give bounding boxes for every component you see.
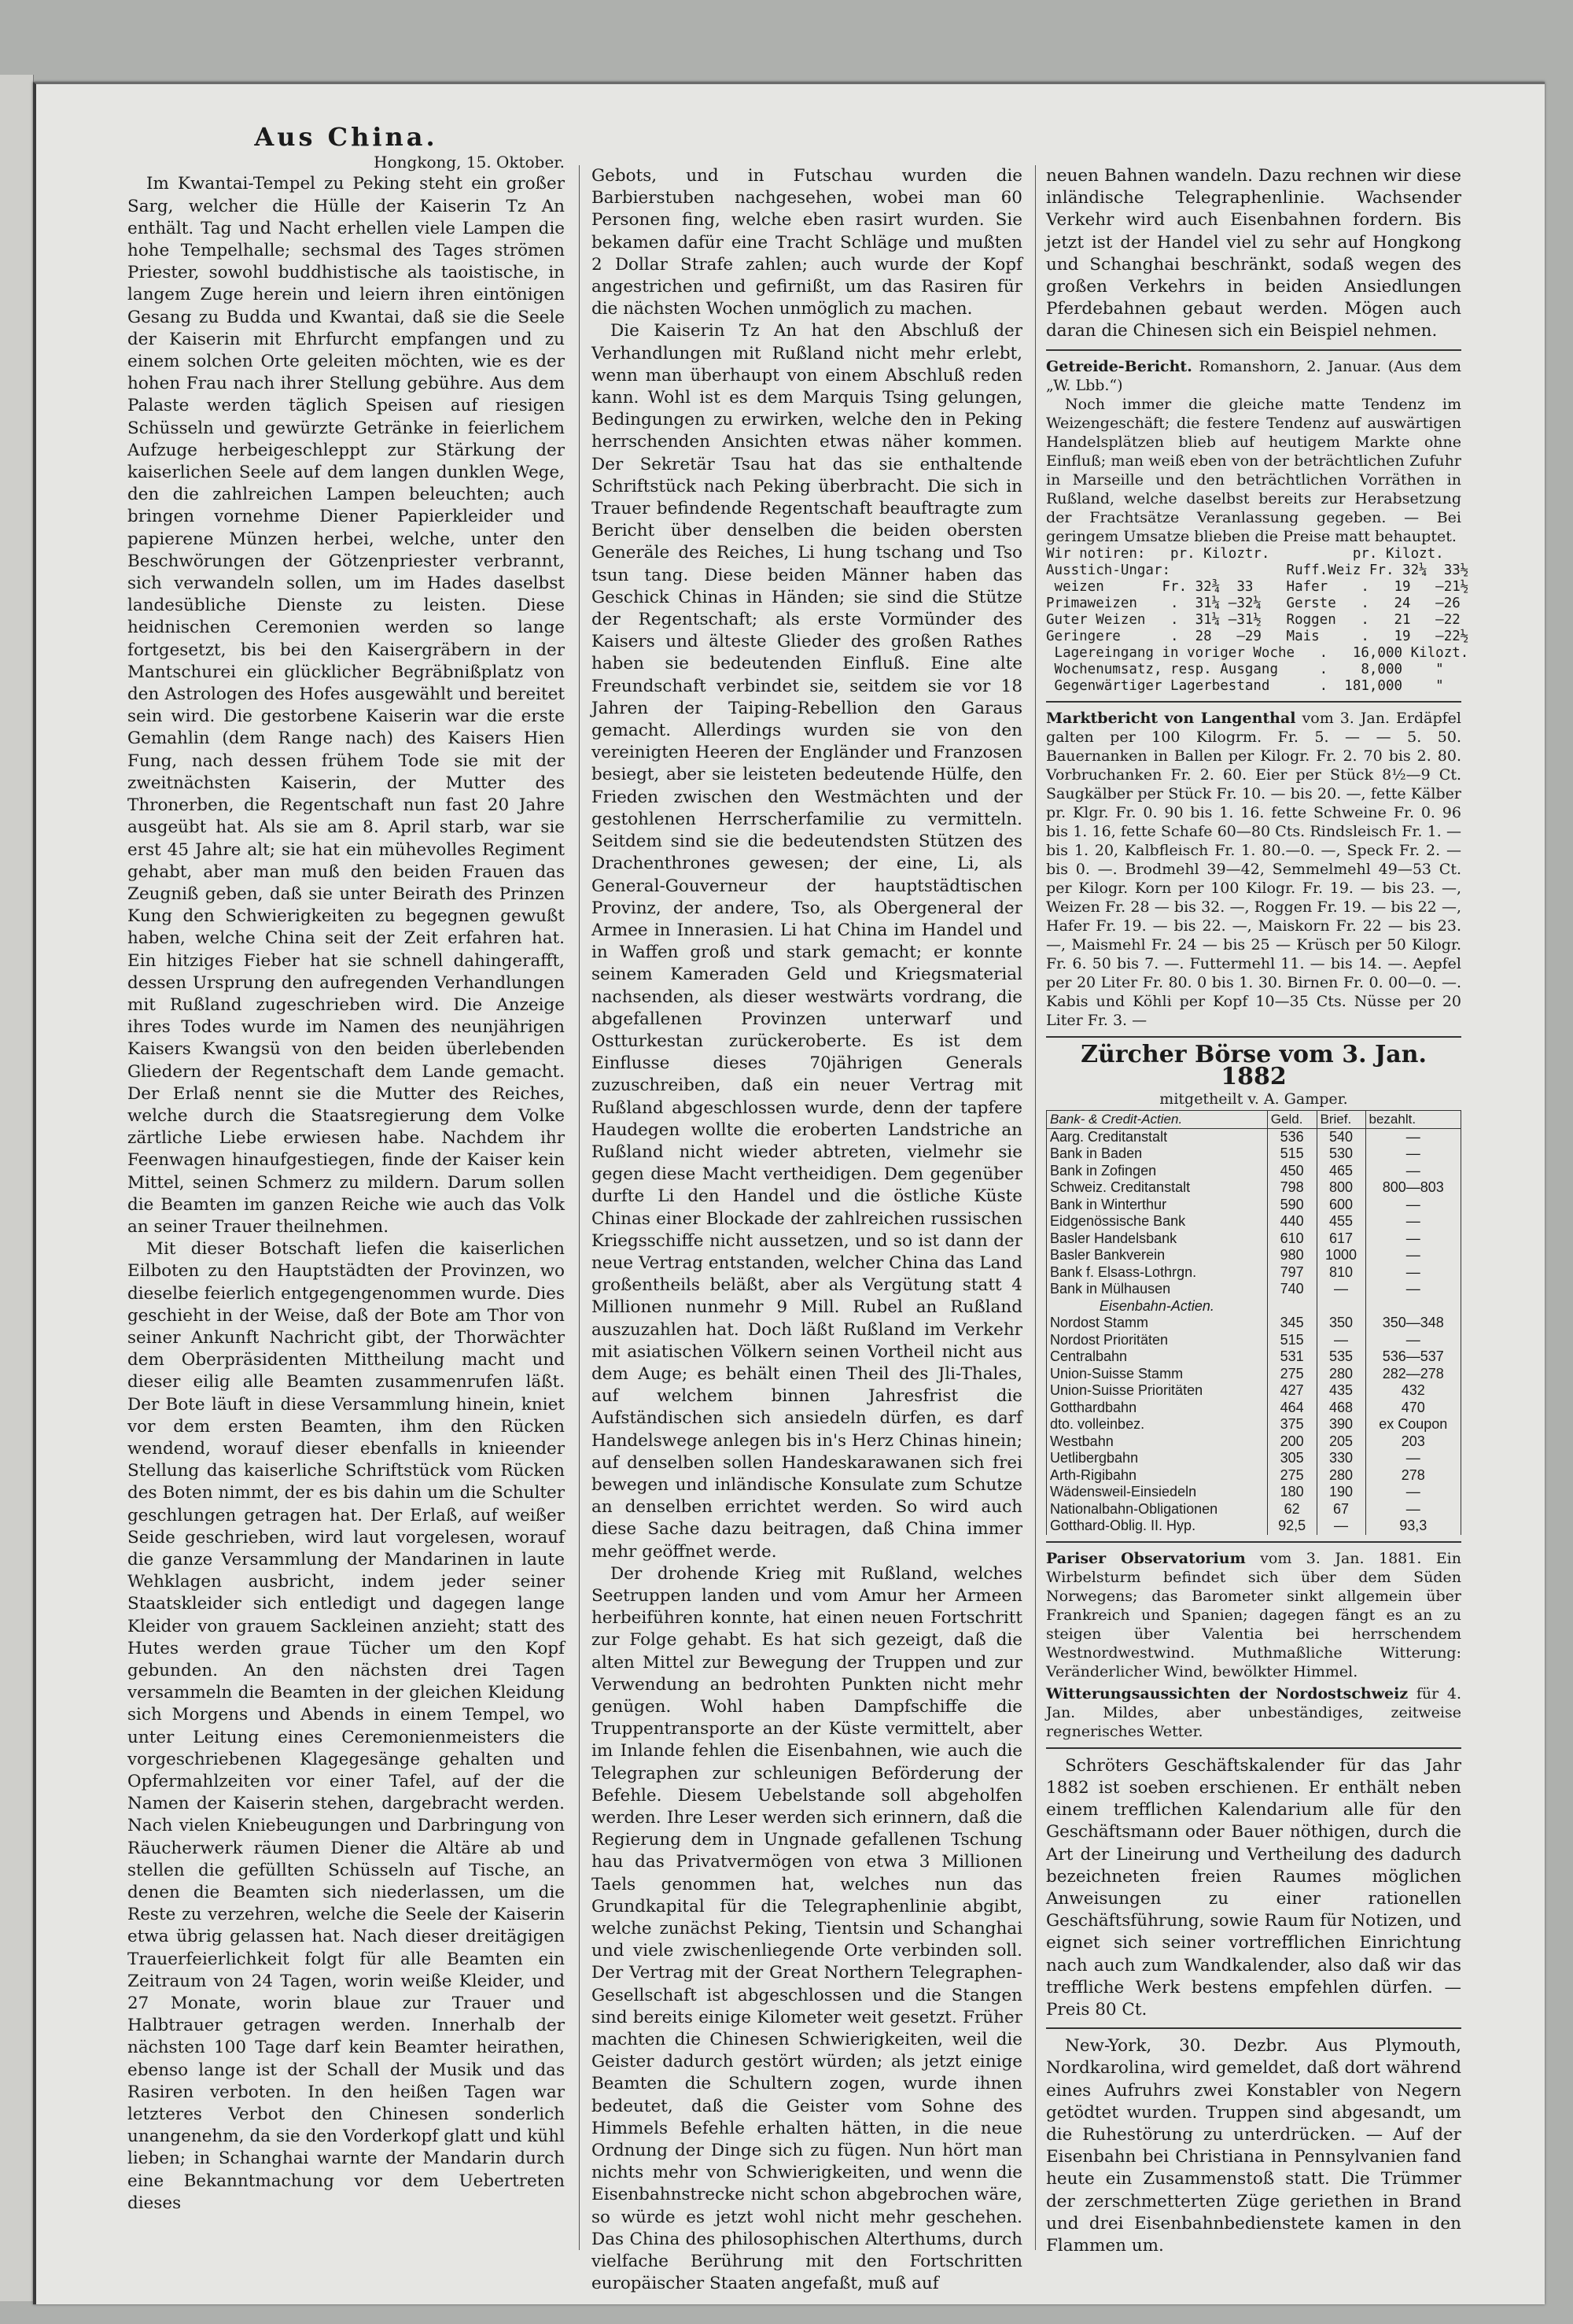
boerse-cell: — bbox=[1365, 1484, 1461, 1501]
boerse-cell: — bbox=[1365, 1128, 1461, 1145]
boerse-cell: 275 bbox=[1267, 1366, 1317, 1383]
boerse-cell: 92,5 bbox=[1267, 1518, 1317, 1535]
boerse-cell: 350—348 bbox=[1365, 1315, 1461, 1332]
boerse-cell bbox=[1365, 1298, 1461, 1315]
boerse-cell bbox=[1267, 1298, 1317, 1315]
boerse-cell: 282—278 bbox=[1365, 1366, 1461, 1383]
boerse-cell: ex Coupon bbox=[1365, 1416, 1461, 1433]
boerse-col-brief: Brief. bbox=[1317, 1111, 1365, 1129]
table-row bbox=[1047, 1416, 1461, 1433]
table-row bbox=[1047, 1518, 1461, 1535]
observatorium-text: vom 3. Jan. 1881. Ein Wirbelsturm befindet sich über dem Süden Norwegens; das Barometer sinkt allgemein über Frankreich und Spanien; dagegen fängt es an zu steigen über Valentia bei herrschendem Westnordwestwind. Muthmaßliche Witterung: Veränderlicher Wind, bewölkter Himmel. bbox=[1046, 1549, 1461, 1680]
table-row bbox=[1047, 1247, 1461, 1264]
column-rule-2 bbox=[1035, 165, 1036, 2250]
table-row bbox=[1047, 1467, 1461, 1485]
boerse-table-body bbox=[1047, 1128, 1461, 1535]
boerse-cell: 515 bbox=[1267, 1145, 1317, 1163]
table-row bbox=[1047, 1213, 1461, 1230]
divider bbox=[1046, 2027, 1461, 2029]
boerse-cell: 800—803 bbox=[1365, 1179, 1461, 1197]
boerse-security-name: Nordost Stamm bbox=[1047, 1315, 1268, 1332]
boerse-security-name: Bank in Winterthur bbox=[1047, 1197, 1268, 1214]
boerse-cell: — bbox=[1317, 1281, 1365, 1298]
boerse-cell: — bbox=[1365, 1264, 1461, 1282]
boerse-security-name: Nationalbahn-Obligationen bbox=[1047, 1501, 1268, 1518]
paragraph: Mit dieser Botschaft liefen die kaiserlichen Eilboten zu den Hauptstädten der Provinzen, wo dieselbe feierlich entgegengenommen wurde. Dies geschieht in der Weise, daß der Bote am Thor von seiner Ankunft Nachricht gibt, der Thorwächter dem Oberpräsidenten Mittheilung macht und dieser eilig alle Beamten zusammenrufen läßt. Der Bote läuft in diese Versammlung hinein, kniet vor dem ersten Beamten, ihm den Rücken wendend, worauf dieser ebenfalls in knieender Stellung das kaiserliche Schriftstück vom Rücken des Boten nimmt, der es bis dahin um die Schulter geschlungen getragen hat. Der Erlaß, auf weißer Seide geschrieben, wird laut vorgelesen, worauf die ganze Versammlung der Mandarinen in laute Wehklagen ausbricht, indem jeder seiner Staatskleider sich entledigt und dagegen lange Kleider von grauem Sackleinen anzieht; statt des Hutes werden graue Tücher um den Kopf gebunden. An den nächsten drei Tagen versammeln die Beamten in der gleichen Kleidung sich Morgens und Abends in einem Tempel, wo unter Leitung eines Ceremonienmeisters die vorgeschriebenen Klagegesänge gehalten und Opfermahlzeiten vor einer Tafel, auf der die Namen der Kaiserin stehen, dargebracht werden. Nach vielen Kniebeugungen und Darbringung von Räucherwerk räumen Diener die Altäre ab und stellen die gefüllten Schüsseln auf Tische, an denen die Beamten sich niederlassen, um die Reste zu verzehren, welche die Seele der Kaiserin etwa übrig gelassen hat. Nach dieser dreitägigen Trauerfeierlichkeit folgt für alle Beamten ein Zeitraum von 24 Tagen, worin weiße Kleider, und 27 Monate, worin blaue zur Trauer und Halbtrauer getragen werden. Innerhalb der nächsten 100 Tage darf kein Beamter heirathen, ebenso lange ist der Schall der Musik und das Rasiren verboten. In den heißen Tagen war letzteres Verbot den Chinesen sonderlich unangenehm, da sie den Vorderkopf glatt und kühl lieben; in Schanghai warnte der Mandarin durch eine Bekanntmachung vor dem Uebertreten dieses bbox=[127, 1239, 565, 2213]
boerse-cell: 800 bbox=[1317, 1179, 1365, 1197]
observatorium bbox=[1046, 1549, 1461, 1681]
boerse-cell: 305 bbox=[1267, 1450, 1317, 1467]
table-row bbox=[1047, 1366, 1461, 1383]
boerse-title: Zürcher Börse vom 3. Jan. 1882 bbox=[1081, 1040, 1427, 1090]
boerse-col-bezahlt: bezahlt. bbox=[1365, 1111, 1461, 1129]
boerse-cell: 740 bbox=[1267, 1281, 1317, 1298]
table-row bbox=[1047, 1264, 1461, 1282]
boerse-cell: 278 bbox=[1365, 1467, 1461, 1485]
boerse-cell: 600 bbox=[1317, 1197, 1365, 1214]
table-row bbox=[1047, 1433, 1461, 1451]
table-row bbox=[1047, 1281, 1461, 1298]
divider bbox=[1046, 1541, 1461, 1543]
boerse-cell: 530 bbox=[1317, 1145, 1365, 1163]
boerse-security-name: Schweiz. Creditanstalt bbox=[1047, 1179, 1268, 1197]
boerse-security-name: Westbahn bbox=[1047, 1433, 1268, 1451]
boerse-col-name: Bank- & Credit-Actien. bbox=[1047, 1111, 1268, 1129]
table-row bbox=[1047, 1145, 1461, 1163]
boerse-cell: — bbox=[1365, 1163, 1461, 1180]
boerse-security-name: dto. volleinbez. bbox=[1047, 1416, 1268, 1433]
boerse-subtitle: mitgetheilt v. A. Gamper. bbox=[1159, 1090, 1348, 1109]
paragraph: Der drohende Krieg mit Rußland, welches Seetruppen landen und vom Amur her Armeen herbeiführen konnte, hat einen neuen Fortschritt zur Folge gehabt. Es hat sich gezeigt, daß die alten Mittel zur Bewegung der Truppen und zur Verwendung an bedrohten Punkten nicht mehr genügen. Wohl haben Dampfschiffe die Truppentransporte an der Küste vermittelt, aber im Inlande fehlen die Eisenbahnen, wie auch die Telegraphen zur schleunigen Beförderung der Befehle. Diesem Uebelstande soll abgeholfen werden. Ihre Leser werden sich erinnern, daß die Regierung dem in Ungnade gefallenen Tschung hau das Privatvermögen von etwa 3 Millionen Taels genommen hat, welches nun das Grundkapital für die Telegraphenlinie abgibt, welche zunächst Peking, Tientsin und Schanghai und viele zwischenliegende Orte verbinden soll. Der Vertrag mit der Great Northern Telegraphen-Gesellschaft ist abgeschlossen und die Stangen sind bereits einige Kilometer weit gesetzt. Früher machten die Chinesen Schwierigkeiten, weil die Geister dadurch gestört würden; als jetzt einige Beamten die Schultern zogen, wurde ihnen bedeutet, daß die Geister vom Sohne des Himmels Befehle erhalten hätten, in die neue Ordnung der Dinge sich zu fügen. Nun hört man nichts mehr von Schwierigkeiten, und wenn die Eisenbahnstrecke nicht schon abgebrochen wäre, so würde es jetzt wohl nicht mehr geschehen. Das China des philosophischen Alterthums, durch vielfache Berührung mit den Fortschritten europäischer Staaten angefaßt, muß auf bbox=[591, 1563, 1022, 2294]
column-rule-1 bbox=[579, 165, 580, 2250]
book-spine bbox=[0, 75, 34, 2301]
boerse-cell: 62 bbox=[1267, 1501, 1317, 1518]
divider bbox=[1046, 1036, 1461, 1038]
boerse-header-row bbox=[1047, 1111, 1461, 1129]
getreide-price-table: Wir notiren: pr. Kiloztr. pr. Kilozt. Ausstich-Ungar: Ruff.Weiz Fr. 32¼ 33½ weizen Fr. 32¾ 33 Hafer . 19 —21½ Primaweizen . 31¼ —32¼ Gerste . 24 —26 Guter Weizen . 31¼ —31½ Roggen . 21 —22 Geringere . 28 —29 Mais . 19 —22½ Lagereingang in voriger Woche . 16,000 Kilozt. Wochenumsatz, resp. Ausgang . 8,000 " Gegenwärtiger Lagerbestand . 181,000 " bbox=[1046, 545, 1469, 694]
witterung-text: für 4. Jan. Mildes, aber unbeständiges, zeitweise regnerisches Wetter. bbox=[1046, 1684, 1461, 1740]
boerse-cell: 980 bbox=[1267, 1247, 1317, 1264]
boerse-security-name: Bank in Zofingen bbox=[1047, 1163, 1268, 1180]
langenthal-head: Marktbericht von Langenthal bbox=[1046, 709, 1296, 727]
boerse-cell: 275 bbox=[1267, 1467, 1317, 1485]
boerse-cell: — bbox=[1317, 1332, 1365, 1349]
boerse-security-name: Uetlibergbahn bbox=[1047, 1450, 1268, 1467]
column-2 bbox=[591, 165, 1022, 2296]
boerse-security-name: Basler Handelsbank bbox=[1047, 1230, 1268, 1248]
column-3 bbox=[1046, 165, 1469, 2257]
boerse-security-name: Wädensweil-Einsiedeln bbox=[1047, 1484, 1268, 1501]
boerse-cell: 390 bbox=[1317, 1416, 1365, 1433]
boerse-cell: 205 bbox=[1317, 1433, 1365, 1451]
boerse-security-name: Bank in Baden bbox=[1047, 1145, 1268, 1163]
table-row bbox=[1047, 1230, 1461, 1248]
table-row bbox=[1047, 1179, 1461, 1197]
boerse-cell: 536—537 bbox=[1365, 1348, 1461, 1366]
boerse-cell: 330 bbox=[1317, 1450, 1365, 1467]
boerse-cell: 590 bbox=[1267, 1197, 1317, 1214]
boerse-security-name: Aarg. Creditanstalt bbox=[1047, 1128, 1268, 1145]
boerse-cell: 455 bbox=[1317, 1213, 1365, 1230]
table-row bbox=[1047, 1400, 1461, 1417]
boerse-cell: 280 bbox=[1317, 1467, 1365, 1485]
divider bbox=[1046, 1747, 1461, 1749]
boerse-cell: 797 bbox=[1267, 1264, 1317, 1282]
boerse-security-name: Arth-Rigibahn bbox=[1047, 1467, 1268, 1485]
boerse-security-name: Nordost Prioritäten bbox=[1047, 1332, 1268, 1349]
boerse-cell: 536 bbox=[1267, 1128, 1317, 1145]
paragraph: neuen Bahnen wandeln. Dazu rechnen wir diese inländische Telegraphenlinie. Wachsender Verkehr wird auch Eisenbahnen fordern. Bis jetzt ist der Handel viel zu sehr auf Hongkong und Schanghai beschränkt, sodaß wegen des großen Verkehrs in beiden Ansiedlungen Pferdebahnen gebaut werden. Mögen auch daran die Chinesen sich ein Beispiel nehmen. bbox=[1046, 166, 1461, 341]
boerse-cell: — bbox=[1365, 1501, 1461, 1518]
article-title: Aus China. bbox=[254, 122, 438, 152]
boerse-cell: 798 bbox=[1267, 1179, 1317, 1197]
boerse-cell: 465 bbox=[1317, 1163, 1365, 1180]
boerse-cell: 515 bbox=[1267, 1332, 1317, 1349]
boerse-cell: 450 bbox=[1267, 1163, 1317, 1180]
boerse-cell: 464 bbox=[1267, 1400, 1317, 1417]
boerse-cell: 468 bbox=[1317, 1400, 1365, 1417]
boerse-cell: 470 bbox=[1365, 1400, 1461, 1417]
getreide-head: Getreide-Bericht. bbox=[1046, 357, 1192, 375]
divider bbox=[1046, 349, 1461, 351]
boerse-section-label: Eisenbahn-Actien. bbox=[1047, 1298, 1268, 1315]
table-row bbox=[1047, 1450, 1461, 1467]
boerse-security-name: Union-Suisse Prioritäten bbox=[1047, 1382, 1268, 1400]
column-1 bbox=[127, 122, 565, 2215]
langenthal-text: vom 3. Jan. Erdäpfel galten per 100 Kilogrm. Fr. 5. — — 5. 50. Bauernanken in Ballen per Kilogr. Fr. 2. 70 bis 2. 80. Vorbruchanken Fr. 2. 60. Eier per Stück 8½—9 Ct. Saugkälber per Stück Fr. 10. — bis 20. —, fette Kälber pr. Klgr. Fr. 0. 90 bis 1. 16. fette Schweine Fr. 0. 96 bis 1. 16, fette Schafe 60—80 Cts. Rindsleisch Fr. 1. — bis 1. 20, Kalbfleisch Fr. 1. 80.—0. —, Speck Fr. 2. — bis 0. —. Brodmehl 39—42, Semmelmehl 49—53 Ct. per Kilogr. Korn per 100 Kilogr. Fr. 19. — bis 23. —, Weizen Fr. 28 — bis 32. —, Roggen Fr. 19. — bis 22 —, Hafer Fr. 19. — bis 22. —, Maiskorn Fr. 22 — bis 23. —, Maismehl Fr. 24 — bis 25 — Krüsch per 50 Kilogr. Fr. 6. 50 bis 7. —. Futtermehl 11. — bis 14. —. Aepfel per 20 Liter Fr. 80. 0 bis 1. 30. Birnen Fr. 0. 00—0. —. Kabis und Köhli per Kopf 10—35 Cts. Nüsse per 20 Liter Fr. 3. — bbox=[1046, 709, 1461, 1029]
boerse-cell: 375 bbox=[1267, 1416, 1317, 1433]
getreide-text: Noch immer die gleiche matte Tendenz im Weizengeschäft; die festere Tendenz auf auswärtigen Handelsplätzen blieb auf heutigem Markte ohne Einfluß; man weiß eben von der beträchtlichen Zufuhr in Marseille und den beträchtlichen Vorräthen in Rußland, welche daselbst bereits zur Herabsetzung der Frachtsätze Veranlassung gegeben. — Bei geringem Umsatze blieben die Preise matt behauptet. bbox=[1046, 395, 1461, 545]
boerse-cell: 280 bbox=[1317, 1366, 1365, 1383]
paragraph: Die Kaiserin Tz An hat den Abschluß der Verhandlungen mit Rußland nicht mehr erlebt, wenn man überhaupt von einem Abschluß reden kann. Wohl ist es dem Marquis Tsing gelungen, Bedingungen zu erwirken, welche den in Peking herrschenden Ansichten etwas näher kommen. Der Sekretär Tsau hat das sie enthaltende Schriftstück nach Peking überbracht. Die sich in Trauer befindende Regentschaft beauftragte zum Bericht über denselben die beiden obersten Generäle des Reiches, Li hung tschang und Tso tsun tang. Diese beiden Männer haben das Geschick Chinas in Händen; sie sind die Stütze der Regentschaft; als erste Vormünder des Kaisers und älteste Glieder des großen Rathes haben sie bedeutenden Einfluß. Eine alte Freundschaft verbindet sie, seitdem sie vor 18 Jahren der Taiping-Rebellion den Garaus gemacht. Allerdings wurden sie von den vereinigten Heeren der Engländer und Franzosen besiegt, aber sie leisteten bedeutende Hülfe, den Frieden zwischen den Westmächten und der gestohlenen Herrscherfamilie zu vermitteln. Seitdem sind sie die bedeutendsten Stützen des Drachenthrones gewesen; der eine, Li, als General-Gouverneur der hauptstädtischen Provinz, der andere, Tso, als Obergeneral der Armee in Innerasien. Li hat China im Handel und in Waffen groß und stark gemacht; er konnte seinem Kameraden Geld und Kriegsmaterial nachsenden, als dieser westwärts vordrang, die abgefallenen Provinzen unterwarf und Ostturkestan zurückeroberte. Es ist dem Einflusse dieses 70jährigen Generals zuzuschreiben, daß ein neuer Vertrag mit Rußland abgeschlossen wurde, denn der tapfere Haudegen wollte die eroberten Landstriche an Rußland nicht wieder abtreten, vielmehr sie gegen diese Macht vertheidigen. Dem gegenüber durfte Li den Handel und die östliche Küste Chinas einer Blockade der zahlreichen russischen Kriegsschiffe nicht aussetzen, und so ist dann der neue Vertrag entstanden, welcher China das Land großentheils beläßt, aber als Vergütung statt 4 Millionen nunmehr 9 Mill. Rubel an Rußland auszuzahlen hat. Doch läßt Rußland im Verkehr mit asiatischen Völkern seinen Vortheil nicht aus dem Auge; es behält einen Theil des Jli-Thales, auf welchem binnen Jahresfrist die Aufständischen sich ansiedeln dürfen, es darf Handelswege anlegen bis in's Herz Chinas hinein; auf denselben sollen Handeskarawanen sich frei bewegen und inländische Konsulate zum Schutze an denselben errichtet werden. So wird auch diese Sache dazu beitragen, daß China immer mehr geöffnet werde. bbox=[591, 321, 1022, 1562]
boerse-cell: — bbox=[1365, 1145, 1461, 1163]
newyork-notice: New-York, 30. Dezbr. Aus Plymouth, Nordkarolina, wird gemeldet, daß dort während eines Aufruhrs zwei Konstabler von Negern getödtet wurden. Truppen sind abgesandt, um die Ruhestörung zu unterdrücken. — Auf der Eisenbahn bei Christiana in Pennsylvanien fand heute ein Zusammenstoß statt. Die Trümmer der zerschmetterten Züge geriethen in Brand und drei Eisenbahnbedienstete kamen in den Flammen um. bbox=[1046, 2036, 1461, 2256]
boerse-cell: 531 bbox=[1267, 1348, 1317, 1366]
boerse-cell: 435 bbox=[1317, 1382, 1365, 1400]
getreide-bericht bbox=[1046, 357, 1461, 546]
boerse-cell: 440 bbox=[1267, 1213, 1317, 1230]
boerse-cell bbox=[1317, 1298, 1365, 1315]
boerse-col-geld: Geld. bbox=[1267, 1111, 1317, 1129]
boerse-security-name: Gotthardbahn bbox=[1047, 1400, 1268, 1417]
boerse-cell: 432 bbox=[1365, 1382, 1461, 1400]
divider bbox=[1046, 701, 1461, 703]
getreide-source: Romanshorn, 2. Januar. (Aus dem „W. Lbb.“) bbox=[1046, 357, 1461, 394]
boerse-cell: 617 bbox=[1317, 1230, 1365, 1248]
boerse-cell: 203 bbox=[1365, 1433, 1461, 1451]
table-row bbox=[1047, 1332, 1461, 1349]
witterung bbox=[1046, 1684, 1461, 1741]
boerse-cell: 610 bbox=[1267, 1230, 1317, 1248]
boerse-cell: — bbox=[1317, 1518, 1365, 1535]
boerse-cell: — bbox=[1365, 1197, 1461, 1214]
table-row bbox=[1047, 1163, 1461, 1180]
boerse-security-name: Gotthard-Oblig. II. Hyp. bbox=[1047, 1518, 1268, 1535]
boerse-cell: 67 bbox=[1317, 1501, 1365, 1518]
table-row bbox=[1047, 1197, 1461, 1214]
witterung-head: Witterungsaussichten der Nordostschweiz bbox=[1046, 1684, 1409, 1702]
paragraph: Gebots, und in Futschau wurden die Barbierstuben nachgesehen, wobei man 60 Personen fing, welche eben rasirt wurden. Sie bekamen dafür eine Tracht Schläge und mußten 2 Dollar Strafe zahlen; auch wurde der Kopf angestrichen und gefirnißt, um das Rasiren für die nächsten Wochen unmöglich zu machen. bbox=[591, 166, 1022, 319]
article-dateline: Hongkong, 15. Oktober. bbox=[374, 153, 565, 172]
table-row bbox=[1047, 1484, 1461, 1501]
langenthal-bericht bbox=[1046, 709, 1461, 1030]
boerse-cell: 190 bbox=[1317, 1484, 1365, 1501]
boerse-cell: 180 bbox=[1267, 1484, 1317, 1501]
boerse-cell: 535 bbox=[1317, 1348, 1365, 1366]
boerse-cell: — bbox=[1365, 1230, 1461, 1248]
paragraph: Im Kwantai-Tempel zu Peking steht ein großer Sarg, welcher die Hülle der Kaiserin Tz An enthält. Tag und Nacht erhellen viele Lampen die hohe Tempelhalle; sechsmal des Tages strömen Priester, sowohl buddhistische als taoistische, in langem Zuge herein und leiern ihren eintönigen Gesang zu Budda und Kwantai, daß sie die Seele der Kaiserin mit Ehrfurcht empfangen und zu einem solchen Orte geleiten möchten, wie es der hohen Frau nach ihrer Stellung gebühre. Aus dem Palaste werden täglich Speisen auf riesigen Schüsseln und gewürzte Getränke in feierlichem Aufzuge herbeigeschleppt zur Stärkung der kaiserlichen Seele auf dem langen dunklen Wege, den die zahlreichen Lampen beleuchten; auch bringen vornehme Diener Papierkleider und papierene Münzen herbei, welche, unter den Beschwörungen der Götzenpriester verbrannt, sich verwandeln sollen, um im Hades daselbst landesübliche Dienste zu leisten. Diese heidnischen Ceremonien werden so lange fortgesetzt, bis bei den Kaisergräbern in der Mantschurei ein glücklicher Begräbnißplatz von den Astrologen des Hofes ausgewählt und bereitet sein wird. Die gestorbene Kaiserin war die erste Gemahlin (dem Range nach) des Kaisers Hien Fung, nach dessen frühem Tode sie mit der zweitnächsten Kaiserin, der Mutter des Thronerben, die Regentschaft nun fast 20 Jahre ausgeübt hat. Als sie am 8. April starb, war sie erst 45 Jahre alt; sie hat ein mühevolles Regiment gehabt, aber man muß den beiden Frauen das Zeugniß geben, daß sie unter Beirath des Prinzen Kung den Schwierigkeiten zu begegnen gewußt haben, welche China seit der Zeit erfahren hat. Ein hitziges Fieber hat sie schnell dahingerafft, dessen Ursprung den aufregenden Verhandlungen mit Rußland zugeschrieben wird. Die Anzeige ihres Todes wurde im Namen des neunjährigen Kaisers Kwangsü von den beiden überlebenden Gliedern der Regentschaft dem Lande gemacht. Der Erlaß nennt sie die Mutter des Reiches, welche durch die Staatsregierung dem Volke zärtliche Liebe erwiesen habe. Nachdem ihr Feenwagen hinaufgestiegen, finde der Kaiser kein Mittel, seinen Schmerz zu mildern. Darum sollen die Beamten im ganzen Reiche wie auch das Volk an seiner Trauer theilnehmen. bbox=[127, 174, 565, 1237]
observatorium-head: Pariser Observatorium bbox=[1046, 1549, 1246, 1567]
boerse-cell: 1000 bbox=[1317, 1247, 1365, 1264]
boerse-cell: — bbox=[1365, 1247, 1461, 1264]
boerse-security-name: Bank in Mülhausen bbox=[1047, 1281, 1268, 1298]
table-row bbox=[1047, 1501, 1461, 1518]
boerse-cell: — bbox=[1365, 1213, 1461, 1230]
boerse-security-name: Centralbahn bbox=[1047, 1348, 1268, 1366]
boerse-security-name: Eidgenössische Bank bbox=[1047, 1213, 1268, 1230]
boerse-security-name: Bank f. Elsass-Lothrgn. bbox=[1047, 1264, 1268, 1282]
boerse-cell: — bbox=[1365, 1281, 1461, 1298]
boerse-table bbox=[1046, 1110, 1461, 1535]
boerse-security-name: Union-Suisse Stamm bbox=[1047, 1366, 1268, 1383]
boerse-cell: — bbox=[1365, 1332, 1461, 1349]
boerse-cell: 93,3 bbox=[1365, 1518, 1461, 1535]
table-row bbox=[1047, 1348, 1461, 1366]
table-row bbox=[1047, 1128, 1461, 1145]
boerse-cell: — bbox=[1365, 1450, 1461, 1467]
table-row bbox=[1047, 1382, 1461, 1400]
boerse-cell: 540 bbox=[1317, 1128, 1365, 1145]
boerse-cell: 427 bbox=[1267, 1382, 1317, 1400]
boerse-cell: 350 bbox=[1317, 1315, 1365, 1332]
boerse-security-name: Basler Bankverein bbox=[1047, 1247, 1268, 1264]
boerse-cell: 345 bbox=[1267, 1315, 1317, 1332]
boerse-cell: 200 bbox=[1267, 1433, 1317, 1451]
table-row bbox=[1047, 1315, 1461, 1332]
boerse-cell: 810 bbox=[1317, 1264, 1365, 1282]
kalender-notice: Schröters Geschäftskalender für das Jahr 1882 ist soeben erschienen. Er enthält neben einem trefflichen Kalendarium alle für den Geschäftsmann oder Bauer nöthigen, durch die Art der Lineirung und Vertheilung des dadurch bezeichneten freien Raumes möglichen Anweisungen zu einer rationellen Geschäftsführung, sowie Raum für Notizen, und eignet sich seiner vortrefflichen Einrichtung nach auch zum Wandkalender, also daß wir das treffliche Werk bestens empfehlen dürfen. — Preis 80 Ct. bbox=[1046, 1755, 1461, 2020]
boerse-section-row bbox=[1047, 1298, 1461, 1315]
